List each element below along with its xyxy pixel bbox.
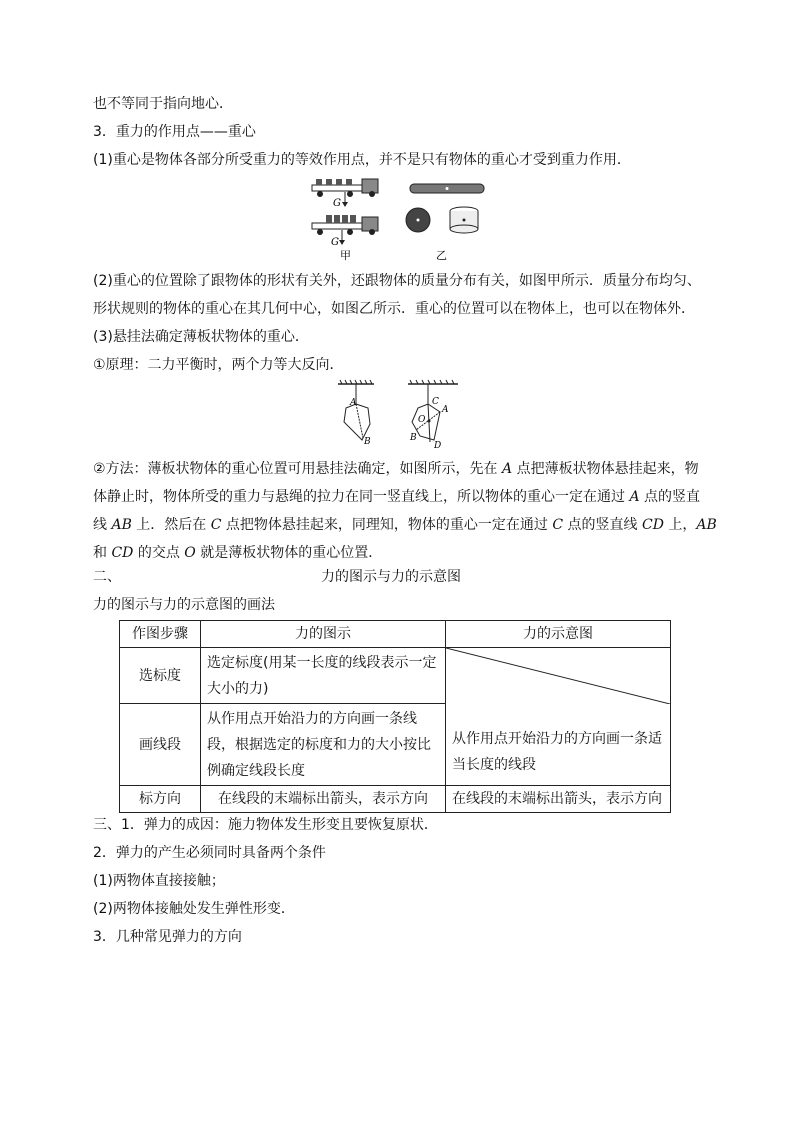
cell-line: 大小的力) (207, 680, 269, 697)
table-cell-schematic: 在线段的末端标出箭头，表示方向 (446, 786, 671, 813)
cell-line: 当长度的线段 (452, 757, 536, 773)
paragraph-center-definition: (1)重心是物体各部分所受重力的等效作用点，并不是只有物体的重心才受到重力作用． (93, 152, 631, 168)
cell-line: 从作用点开始沿力的方向画一条线 (207, 710, 417, 727)
paragraph-suspension-method: (3)悬挂法确定薄板状物体的重心． (93, 329, 309, 345)
heading-center-of-gravity: 3．重力的作用点——重心 (93, 124, 256, 140)
table-header-cell: 力的示意图 (446, 621, 671, 648)
text-segment: 点的竖直线 (563, 517, 643, 533)
paragraph-center-position-line2: 形状规则的物体的重心在其几何中心，如图乙所示．重心的位置可以在物体上，也可以在物体外． (93, 301, 695, 317)
label-g-top: G (333, 198, 341, 209)
text-segment: 就是薄板状物体的重心位置． (195, 545, 383, 561)
text-segment: 点把薄板状物体悬挂起来，物 (512, 461, 699, 477)
ceiling-left (338, 380, 374, 384)
diagonal-slash (446, 648, 670, 704)
paragraph-gravity-direction-end: 也不等同于指向地心． (93, 96, 233, 112)
figure-suspension-method (330, 378, 470, 450)
cell-line: 从作用点开始沿力的方向画一条适 (452, 731, 662, 747)
section3-item4: (2)两物体接触处发生弹性形变． (93, 901, 295, 917)
table-cell-diagram (201, 704, 446, 786)
text-segment: ②方法：薄板状物体的重心位置可用悬挂法确定，如图所示，先在 (93, 461, 502, 477)
paragraph-method-line1 (93, 459, 699, 479)
rod-object (410, 184, 484, 193)
label-c-right: C (432, 397, 439, 407)
table-header-row (120, 621, 671, 648)
figure-center-of-gravity-examples (300, 175, 500, 261)
symbol-o: O (184, 545, 196, 561)
section2-title: 力的图示与力的示意图 (321, 569, 461, 585)
symbol-cd: CD (111, 545, 134, 561)
text-segment: 上， (663, 517, 697, 533)
text-segment: 上．然后在 (131, 517, 211, 533)
cell-line: 例确定线段长度 (207, 762, 305, 779)
text-segment: 线 (93, 517, 112, 533)
text-segment: 和 (93, 545, 112, 561)
symbol-a: A (502, 461, 513, 477)
symbol-c: C (210, 517, 222, 533)
label-b-left: B (364, 437, 371, 447)
table-row (120, 648, 671, 704)
symbol-c: C (552, 517, 564, 533)
symbol-ab: AB (696, 517, 717, 533)
table-header-cell: 作图步骤 (120, 621, 201, 648)
label-o-right: O (418, 415, 426, 425)
table-cell-diagram: 在线段的末端标出箭头，表示方向 (201, 786, 446, 813)
text-segment: 的交点 (133, 545, 185, 561)
section3-item1: 三、1．弹力的成因：施力物体发生形变且要恢复原状． (93, 817, 438, 833)
schematic-merged-text (446, 704, 670, 778)
label-g-bottom: G (331, 237, 339, 248)
paragraph-method-line2 (93, 487, 700, 507)
table-cell-schematic-merged (446, 648, 671, 786)
table-header-cell: 力的图示 (201, 621, 446, 648)
label-a-left: A (350, 398, 357, 408)
section2-subtitle: 力的图示与力的示意图的画法 (93, 597, 275, 613)
table-row (120, 786, 671, 813)
caption-jia: 甲 (340, 249, 351, 261)
paragraph-method-line4 (93, 543, 382, 563)
table-cell-step: 选标度 (120, 648, 201, 704)
section3-item2: 2．弹力的产生必须同时具备两个条件 (93, 845, 326, 861)
truck-top (312, 179, 378, 207)
truck-bottom (312, 215, 378, 245)
ring-object (450, 207, 478, 233)
section3-item3: (1)两物体直接接触； (93, 873, 225, 889)
ceiling-right (408, 380, 458, 384)
table-cell-step: 画线段 (120, 704, 201, 786)
paragraph-method-line3 (93, 515, 717, 535)
cell-line: 段，根据选定的标度和力的大小按比 (207, 736, 431, 753)
label-b-right: B (410, 433, 417, 443)
paragraph-principle: ①原理：二力平衡时，两个力等大反向． (93, 357, 344, 373)
text-segment: 点的竖直 (639, 489, 701, 505)
symbol-ab: AB (111, 517, 132, 533)
caption-yi: 乙 (436, 249, 447, 261)
force-drawing-table (119, 620, 671, 813)
table-cell-step: 标方向 (120, 786, 201, 813)
plate-left (344, 404, 370, 440)
sphere-object (406, 208, 430, 232)
symbol-cd: CD (642, 517, 664, 533)
label-d-right: D (434, 441, 442, 450)
symbol-a: A (629, 489, 640, 505)
cell-line: 选定标度(用某一长度的线段表示一定 (207, 654, 437, 671)
text-segment: 点把物体悬挂起来，同理知，物体的重心一定在通过 (221, 517, 553, 533)
text-segment: 体静止时，物体所受的重力与悬绳的拉力在同一竖直线上，所以物体的重心一定在通过 (93, 489, 630, 505)
table-cell-diagram (201, 648, 446, 704)
section2-number: 二、 (93, 569, 121, 585)
label-a-right: A (442, 405, 449, 415)
paragraph-center-position-line1: (2)重心的位置除了跟物体的形状有关外，还跟物体的质量分布有关，如图甲所示．质量分布均匀、 (93, 273, 701, 289)
section3-item5: 3．几种常见弹力的方向 (93, 929, 242, 945)
